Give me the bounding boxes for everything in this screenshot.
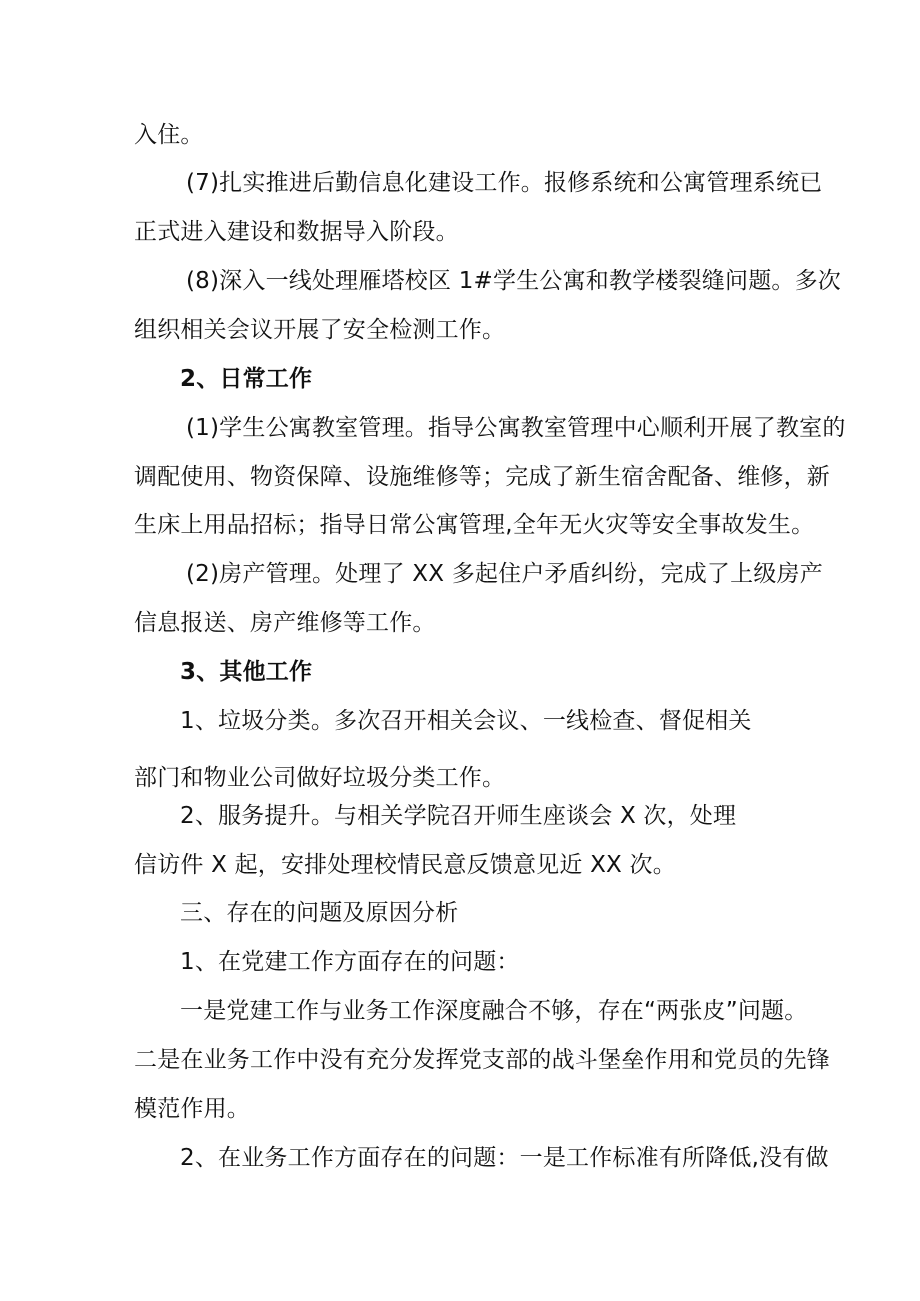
text-line: 正式进入建设和数据导入阶段。 (134, 219, 459, 245)
section-heading: 2、日常工作 (180, 366, 313, 392)
text-line: 2、服务提升。与相关学院召开师生座谈会 X 次，处理 (180, 803, 737, 829)
text-line: 生床上用品招标；指导日常公寓管理,全年无火灾等安全事故发生。 (134, 512, 815, 538)
text-line: (2)房产管理。处理了 XX 多起住户矛盾纠纷，完成了上级房产 (186, 561, 823, 587)
text-line: 1、垃圾分类。多次召开相关会议、一线检查、督促相关 (180, 708, 752, 734)
text-line: 二是在业务工作中没有充分发挥党支部的战斗堡垒作用和党员的先锋 (134, 1047, 830, 1073)
text-line: 调配使用、物资保障、设施维修等；完成了新生宿舍配备、维修，新 (134, 464, 830, 490)
text-line: 1、在党建工作方面存在的问题： (180, 949, 520, 975)
text-line: 信访件 X 起，安排处理校情民意反馈意见近 XX 次。 (134, 852, 676, 878)
section-heading: 3、其他工作 (180, 659, 313, 685)
text-line: 2、在业务工作方面存在的问题：一是工作标准有所降低,没有做 (180, 1145, 829, 1171)
text-line: 一是党建工作与业务工作深度融合不够，存在“两张皮”问题。 (180, 998, 808, 1024)
text-line: 模范作用。 (134, 1096, 250, 1122)
text-line: (7)扎实推进后勤信息化建设工作。报修系统和公寓管理系统已 (186, 170, 823, 196)
text-line: 入住。 (134, 122, 204, 148)
section-heading: 三、存在的问题及原因分析 (180, 900, 459, 926)
text-line: (1)学生公寓教室管理。指导公寓教室管理中心顺利开展了教室的 (186, 415, 846, 441)
text-line: 组织相关会议开展了安全检测工作。 (134, 317, 506, 343)
text-line: 部门和物业公司做好垃圾分类工作。 (134, 765, 506, 791)
text-line: (8)深入一线处理雁塔校区 1#学生公寓和教学楼裂缝问题。多次 (186, 268, 841, 294)
text-line: 信息报送、房产维修等工作。 (134, 610, 436, 636)
